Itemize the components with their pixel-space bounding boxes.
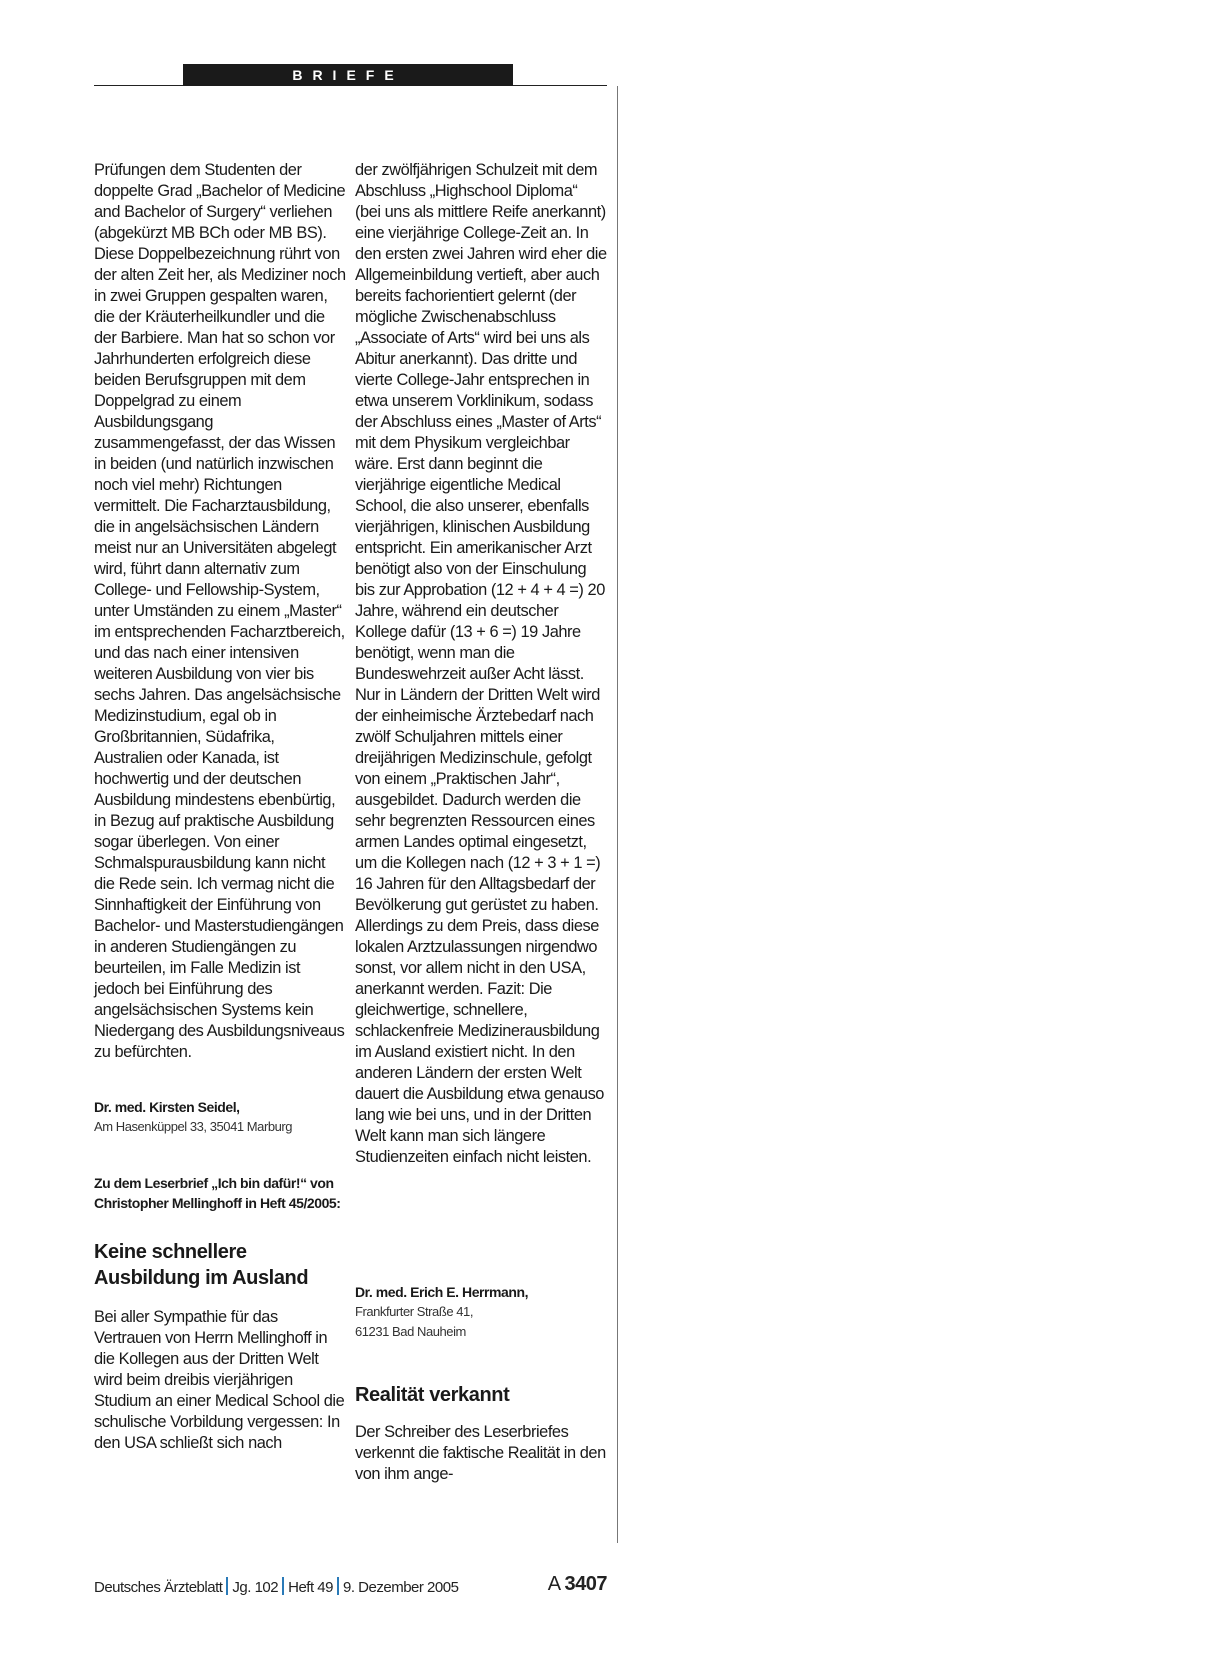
footer-separator bbox=[282, 1577, 284, 1595]
journal-volume: Jg. 102 bbox=[232, 1579, 279, 1596]
section-title: BRIEFE bbox=[183, 64, 513, 86]
letter-body-realitaet: Der Schreiber des Leserbriefes verkennt die faktische Realität in den von ihm ange- bbox=[355, 1423, 606, 1483]
signature-address-line2: 61231 Bad Nauheim bbox=[355, 1324, 466, 1339]
letter-body-herrmann-cont: der zwölfjährigen Schulzeit mit dem Abschluss „Highschool Diploma“ (bei uns als mittlere Reife anerkannt) eine vierjährige College-Zeit an. In den ersten zwei Jahren wird eher die Allgemeinbildung vertieft, aber auch bereits fachorientiert gelernt (der mögliche Zwischenabschluss „Associate of Arts“ wird bei uns als Abitur anerkannt). Das dritte und vierte College-Jahr entsprechen in etwa unserem Vorklinikum, sodass der Abschluss eines „Master of Arts“ mit dem Physikum vergleichbar wäre. Erst dann beginnt die vierjährige eigentliche Medical School, die also unserer, ebenfalls vierjährigen, klinischen Ausbildung entspricht. Ein amerikanischer Arzt benötigt also von der Einschulung bis zur Approbation (12 + 4 + 4 =) 20 Jahre, während ein deutscher Kollege dafür (13 + 6 =) 19 Jahre benötigt, wenn man die Bundeswehrzeit außer Acht lässt. Nur in Ländern der Dritten Welt wird der einheimische Ärztebedarf nach zwölf Schuljahren mittels einer dreijährigen Medizinschule, gefolgt von einem „Praktischen Jahr“, ausgebildet. Dadurch werden die sehr begrenzten Ressourcen eines armen Landes optimal eingesetzt, um die Kollegen nach (12 + 3 + 1 =) 16 Jahren für den Alltagsbedarf der Bevölkerung gut gerüstet zu haben. Allerdings zu dem Preis, dass diese lokalen Arztzulassungen nirgendwo sonst, vor allem nicht in den USA, anerkannt werden. Fazit: Die gleichwertige, schnellere, schlackenfreie Medizinerausbildung im Ausland existiert nicht. In den anderen Ländern der ersten Welt dauert die Ausbildung etwa genauso lang wie bei uns, und in der Dritten Welt kann man sich längere Studienzeiten einfach nicht leisten. bbox=[355, 161, 607, 1166]
left-column bbox=[94, 160, 346, 1454]
footer-separator bbox=[337, 1577, 339, 1595]
headline-keine-schnellere-ausbildung: Keine schnellere Ausbildung im Ausland bbox=[94, 1241, 309, 1289]
page-footer bbox=[94, 1571, 607, 1601]
letter-body-seidel: Prüfungen dem Studenten der doppelte Grad „Bachelor of Medicine and Bachelor of Surgery“ verliehen (abgekürzt MB BCh oder MB BS). Diese Doppelbezeichnung rührt von der alten Zeit her, als Mediziner noch in zwei Gruppen gespalten waren, die der Kräuterheilkundler und die der Barbiere. Man hat so schon vor Jahrhunderten erfolgreich diese beiden Berufsgruppen mit dem Doppelgrad zu einem Ausbildungsgang zusammengefasst, der das Wissen in beiden (und natürlich inzwischen noch viel mehr) Richtungen vermittelt. Die Facharztausbildung, die in angelsächsischen Ländern meist nur an Universitäten abgelegt wird, führt dann alternativ zum College- und Fellowship-System, unter Umständen zu einem „Master“ im entsprechenden Facharztbereich, und das nach einer intensiven weiteren Ausbildung von vier bis sechs Jahren. Das angelsächsische Medizinstudium, egal ob in Großbritannien, Südafrika, Australien oder Kanada, ist hochwertig und der deutschen Ausbildung mindestens ebenbürtig, in Bezug auf praktische Ausbildung sogar überlegen. Von einer Schmalspurausbildung kann nicht die Rede sein. Ich vermag nicht die Sinnhaftigkeit der Einführung von Bachelor- und Masterstudiengängen in anderen Studiengängen zu beurteilen, im Falle Medizin ist jedoch bei Einführung des angelsächsischen Systems kein Niedergang des Ausbildungsniveaus zu befürchten. bbox=[94, 161, 346, 1061]
page-prefix: A bbox=[547, 1573, 560, 1595]
page-number-value: 3407 bbox=[564, 1573, 607, 1595]
reference-intro: Zu dem Leserbrief „Ich bin dafür!“ von Christopher Mellinghoff in Heft 45/2005: bbox=[94, 1175, 341, 1211]
right-column bbox=[355, 160, 607, 1485]
signature-address-seidel: Am Hasenküppel 33, 35041 Marburg bbox=[94, 1119, 293, 1134]
headline-realitaet-verkannt: Realität verkannt bbox=[355, 1384, 510, 1406]
signature-address-line1: Frankfurter Straße 41, bbox=[355, 1304, 473, 1319]
signature-name-seidel: Dr. med. Kirsten Seidel, bbox=[94, 1099, 240, 1115]
signature-name-herrmann: Dr. med. Erich E. Herrmann, bbox=[355, 1284, 529, 1300]
journal-issue: Heft 49 bbox=[288, 1579, 333, 1596]
page-number bbox=[548, 1573, 607, 1596]
footer-journal-line bbox=[94, 1577, 458, 1596]
letter-body-herrmann-start: Bei aller Sympathie für das Vertrauen von Herrn Mellinghoff in die Kollegen aus der Dritten Welt wird beim dreibis vierjährigen Studium an einer Medical School die schulische Vorbildung vergessen: In den USA schließt sich nach bbox=[94, 1308, 345, 1452]
journal-name: Deutsches Ärzteblatt bbox=[94, 1579, 223, 1596]
column-divider bbox=[617, 86, 618, 1543]
journal-date: 9. Dezember 2005 bbox=[343, 1579, 459, 1596]
footer-separator bbox=[226, 1577, 228, 1595]
